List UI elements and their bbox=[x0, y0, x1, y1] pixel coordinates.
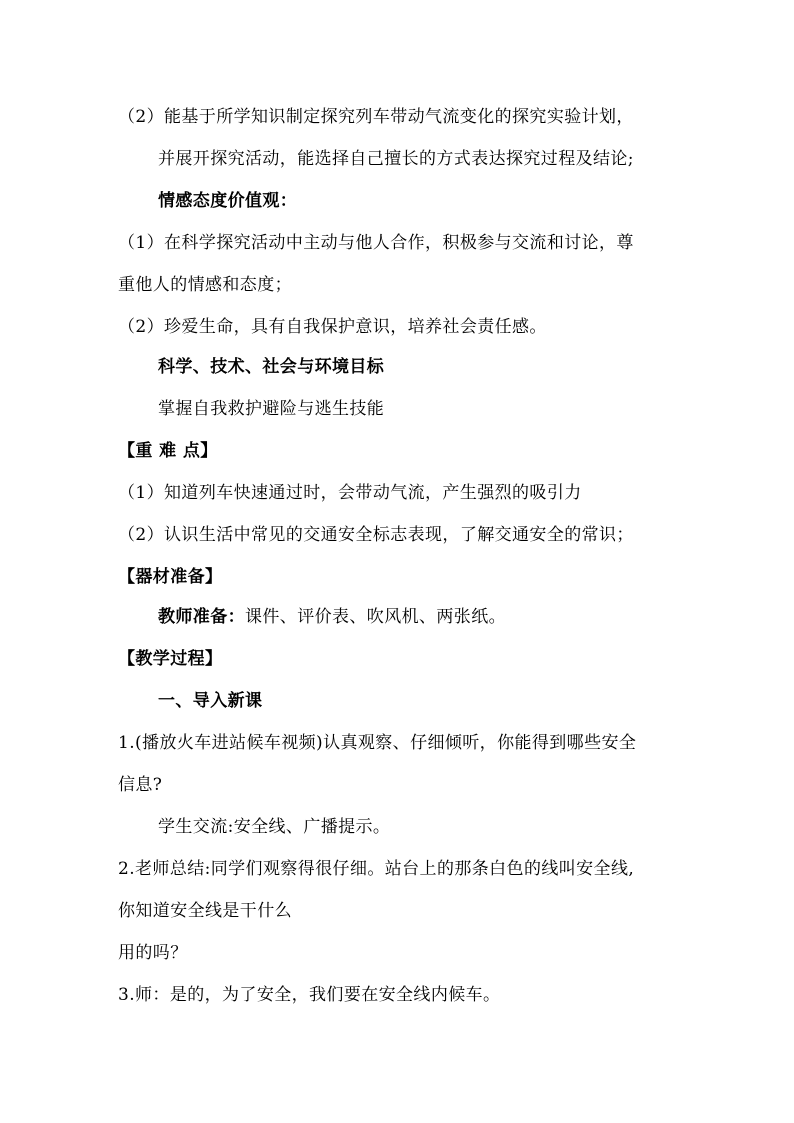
section-heading-attitude: 情感态度价值观： bbox=[158, 191, 298, 211]
materials-line bbox=[158, 606, 506, 628]
step-1-line-2: 信息? bbox=[118, 775, 163, 795]
attitude-2-line: （2）珍爱生命，具有自我保护意识，培养社会责任感。 bbox=[118, 317, 547, 337]
stse-goal-line: 掌握自我救护避险与逃生技能 bbox=[158, 399, 385, 419]
objective-2-line-1: （2）能基于所学知识制定探究列车带动气流变化的探究实验计划， bbox=[118, 107, 634, 127]
key-point-2: （2）认识生活中常见的交通安全标志表现，了解交通安全的常识； bbox=[118, 525, 634, 545]
materials-label: 教师准备： bbox=[158, 607, 245, 627]
step-2-line-3: 用的吗？ bbox=[118, 943, 188, 963]
attitude-1-line-1: （1）在科学探究活动中主动与他人合作，积极参与交流和讨论，尊 bbox=[118, 233, 634, 253]
section-heading-stse: 科学、技术、社会与环境目标 bbox=[158, 357, 385, 377]
student-exchange-line: 学生交流:安全线、广播提示。 bbox=[158, 817, 391, 837]
objective-2-line-2: 并展开探究活动，能选择自己擅长的方式表达探究过程及结论; bbox=[158, 149, 634, 169]
attitude-1-line-2: 重他人的情感和态度； bbox=[118, 275, 292, 295]
step-2-line-2: 你知道安全线是干什么 bbox=[118, 901, 292, 921]
section-heading-key-points: 【重 难 点】 bbox=[118, 441, 218, 461]
section-heading-process: 【教学过程】 bbox=[118, 649, 223, 669]
step-2-line-1: 2.老师总结:同学们观察得很仔细。站台上的那条白色的线叫安全线, bbox=[118, 859, 635, 879]
step-3-line: 3.师：是的，为了安全，我们要在安全线内候车。 bbox=[118, 985, 501, 1005]
step-1-line-1: 1.(播放火车进站候车视频)认真观察、仔细倾听，你能得到哪些安全 bbox=[118, 733, 637, 753]
section-heading-materials: 【器材准备】 bbox=[118, 567, 223, 587]
materials-items: 课件、评价表、吹风机、两张纸。 bbox=[245, 607, 506, 627]
subsection-heading-intro: 一、导入新课 bbox=[158, 691, 263, 711]
key-point-1: （1）知道列车快速通过时，会带动气流，产生强烈的吸引力 bbox=[118, 483, 582, 503]
